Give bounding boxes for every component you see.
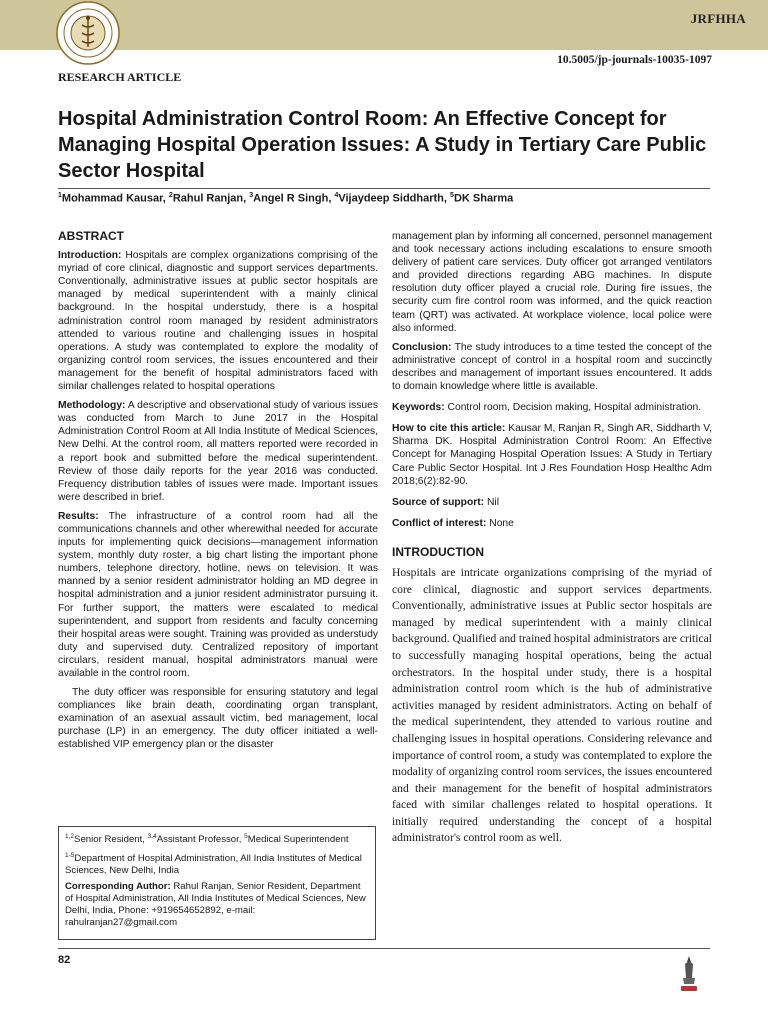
author-sup: 1 <box>58 192 62 199</box>
author-name: Mohammad Kausar <box>61 192 163 205</box>
author-roles <box>65 831 369 846</box>
results-text: The infrastructure of a control room had all the communications channels and other wherewithal needed for accurate inputs for implementing quick decisions—management information system, monthly duty roster, a big chart listing the important phone numbers, telephone directory, hotline, news on television. It was manned by a senior resident administrator holding an MD degree in hospital administration and a junior resident administrator pursuing it. For further support, the matters were escalated to medical superintendent, and support from residents and faculty concerning their hospital areas were sought. Training was provided as understudy duty and supervised duty. Centralized repository of important circulars, resident manual, hospital administrators manual were available in the control room. <box>58 510 378 679</box>
author-sup: 2 <box>168 192 173 199</box>
dept-sup: 1-5 <box>65 852 75 860</box>
introduction-heading: INTRODUCTION <box>392 544 484 559</box>
article-type: RESEARCH ARTICLE <box>58 70 182 84</box>
abstract-methodology <box>58 399 378 504</box>
dept-text: Department of Hospital Administration, All India Institutes of Medical Sciences, New Delhi, India <box>65 853 362 877</box>
footer-divider <box>58 948 710 949</box>
author-name: DK Sharma <box>453 192 514 205</box>
support-text: Nil <box>486 496 499 508</box>
journal-abbreviation: JRFHHA <box>690 11 746 26</box>
conclusion-label: Conclusion: <box>392 341 452 353</box>
corr-label: Corresponding Author: <box>65 881 171 893</box>
corr-text[interactable]: Rahul Ranjan, Senior Resident, Department of Hospital Administration, All India Institutes of Medical Sciences, New Delhi, India, Phone: +919654652892, e-mail: rahulranjan27@gmail.com <box>65 881 366 929</box>
cite-label: How to cite this article: <box>392 423 506 435</box>
role-text: Assistant Professor, <box>156 834 245 846</box>
role-sup: 3,4 <box>147 833 157 840</box>
author-sup: 3 <box>249 192 254 199</box>
abstract-results-continued: The duty officer was responsible for ensuring statutory and legal compliances like brain death, coordinating organ transplant, examination of an asexual assault victim, bed management, local purchase (LP) in an emergency. The duty officer initiated a well-established VIP emergency plan or the disaster <box>58 687 378 751</box>
introduction-text: Hospitals are complex organizations comprising of the myriad of core clinical, diagnostic and support services departments. Conventionally, administrative issues at public sector hospitals are managed by medical superintendent with a mainly clinical background. In the hospital understudy, there is a hospital administration control room managed by resident administrators attended to various routine and challenging issues in hospital operations. A study was contemplated to explore the modality of organizing control room services, the issues encountered and their management for the benefit of hospital administrators faced with similar challenges related to hospital operations <box>58 250 378 393</box>
author-list: $^1$Mohammad Kausar, $^2$Rahul Ranjan, $^3$Angel R Singh, $^4$Vijaydeep Siddharth, $^5$DK Sharma <box>58 192 514 205</box>
author-name: Vijaydeep Siddharth <box>338 192 444 205</box>
affiliation-box <box>58 826 376 940</box>
doi[interactable]: 10.5005/jp-journals-10035-1097 <box>557 54 712 66</box>
abstract-results <box>58 510 378 680</box>
keywords-text: Control room, Decision making, Hospital administration. <box>447 402 702 414</box>
abstract-heading: ABSTRACT <box>58 229 124 243</box>
methodology-text: A descriptive and observational study of various issues was conducted from March to June 2017 in the Hospital Administration Control Room at All India Institute of Medical Sciences, New Delhi. At the control room, all matters reported were recorded in a report book and submitted before the medical superintendent. Review of those daily reports for the year 2016 was conducted. Frequency distribution tables of issues were made. Important issues were described in brief. <box>58 400 378 503</box>
abstract-conclusion <box>392 341 712 393</box>
abstract-results-continued-2: management plan by informing all concerned, personnel management and took necessary actions including escalations to ensure smooth delivery of patient care services. Duty officer got arranged ventilators and provided directions regarding ABG machines. In dispute resolution duty officer played a crucial role. During fire issues, the security cum fire control room was informed, and the quick reaction team (QRT) was activated. At workplace violence, local police were also informed. <box>392 231 712 334</box>
publisher-logo <box>678 954 700 994</box>
keywords-label: Keywords: <box>392 402 445 414</box>
how-to-cite <box>392 422 712 487</box>
role-sup: 1,2 <box>65 833 75 840</box>
introduction-label: Introduction: <box>58 250 122 262</box>
author-name: Rahul Ranjan <box>172 192 244 205</box>
role-text: Senior Resident, <box>74 834 148 846</box>
conclusion-text: The study introduces to a time tested the concept of the administrative concept of control in a hospital room and succinctly describes and management of important issues encountered. It adds to domain knowledge where little is available. <box>392 341 712 393</box>
title-divider <box>58 188 710 189</box>
right-column <box>392 230 712 853</box>
role-text: Medical Superintendent <box>247 834 349 846</box>
author-name: Angel R Singh <box>253 192 329 205</box>
support-label: Source of support: <box>392 496 485 508</box>
abstract-introduction <box>58 249 378 393</box>
keywords <box>392 401 712 414</box>
journal-logo <box>56 1 120 65</box>
results-label: Results: <box>58 510 99 522</box>
page-number: 82 <box>58 954 71 966</box>
conflict-text: None <box>489 517 514 529</box>
introduction-body: Hospitals are intricate organizations comprising of the myriad of core clinical, diagnostic and support services departments. Conventionally, administrative issues at Public sector hospitals are managed by medical superintendent with a mainly clinical background. Qualified and trained hospital administrators are critical to successfully managing hospital operations, being the actual orchestrators. In the hospital under study, there is a hospital administration control room which is the hub of administrative activities managed by resident administrators. Acting on behalf of the medical superintendent, they attended to various routine and challenging issues in hospital operations. Considering relevance and importance of control room, a study was contemplated to explore the modality of organizing control room services, the issues encountered and their management for the benefit of hospital administrators faced with similar challenges related to hospital operations. It initially required understanding the concept of a hospital administrator's control room as well. <box>392 565 713 845</box>
role-sup: 5 <box>244 833 248 840</box>
source-of-support <box>392 496 712 509</box>
corresponding-author <box>65 881 369 929</box>
author-sup: 4 <box>334 192 339 199</box>
article-title: Hospital Administration Control Room: An Effective Concept for Managing Hospital Operation Issues: A Study in Tertiary Care Public Sector Hospital <box>58 108 707 182</box>
conflict-label: Conflict of interest: <box>392 517 487 529</box>
department <box>65 850 369 877</box>
methodology-label: Methodology: <box>58 400 126 412</box>
cite-text: Kausar M, Ranjan R, Singh AR, Siddharth V, Sharma DK. Hospital Administration Control Room: An Effective Concept for Managing Hospital Operation Issues: A Study in Tertiary Care Public Sector Hospital. Int J Res Foundation Hosp Healthc Adm 2018;6(2):82-90. <box>392 423 712 487</box>
conflict-of-interest <box>392 517 712 530</box>
left-column <box>58 230 378 758</box>
author-sup: 5 <box>450 192 454 199</box>
